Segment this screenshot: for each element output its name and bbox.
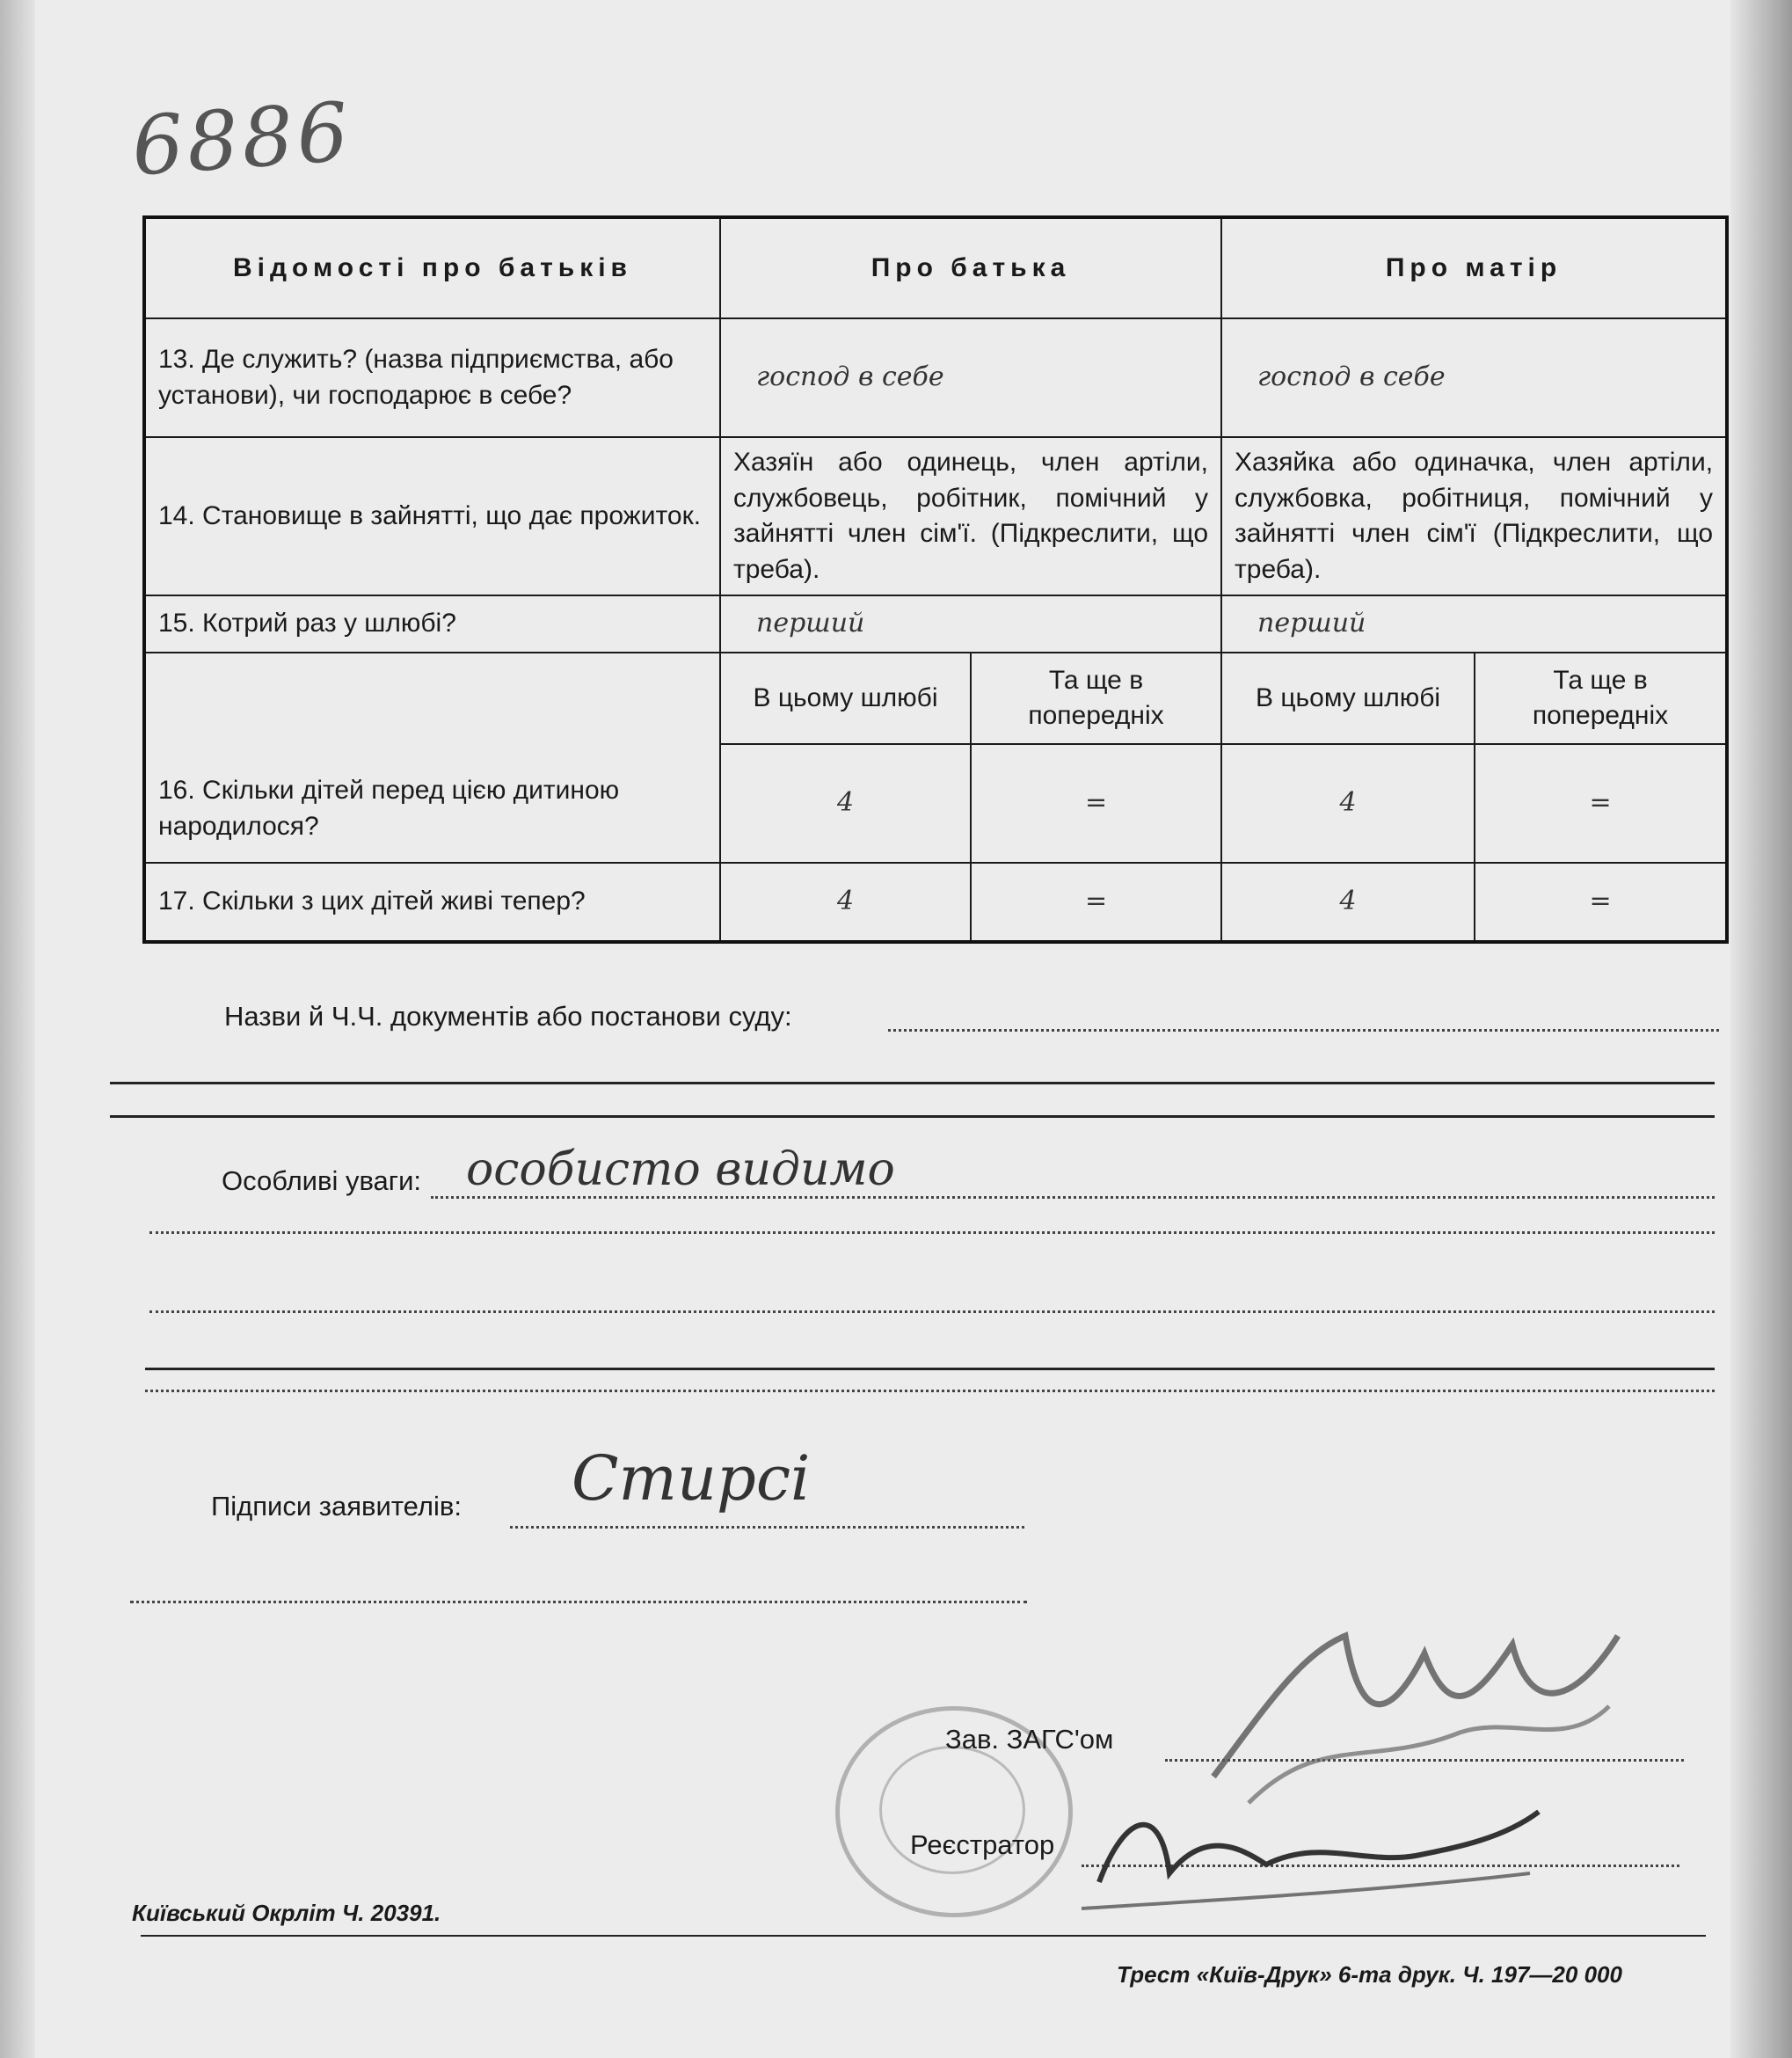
mother-previous-header: Та ще в попередніх — [1475, 653, 1727, 744]
header-father: Про батька — [720, 217, 1221, 318]
remarks-value: особисто видимо — [466, 1143, 895, 1196]
q17-father-prev: = — [971, 863, 1221, 942]
remarks-line-5 — [145, 1368, 1715, 1370]
row-q16-subheader — [144, 653, 1727, 744]
q15-father-answer: перший — [720, 595, 1221, 653]
header-parents-info: Відомості про батьків — [144, 217, 720, 318]
parents-info-table — [142, 215, 1729, 944]
row-q17 — [144, 863, 1727, 942]
q14-father-options: Хазяїн або одинець, член артіли, службовець, робітник, помічний у зайнятті член сім'ї. (Підкреслити, що треба). — [720, 437, 1221, 595]
q17-father-this: 4 — [720, 863, 971, 942]
q16-mother-this: 4 — [1221, 744, 1475, 863]
q16-father-prev: = — [971, 744, 1221, 863]
documents-line-3 — [110, 1115, 1715, 1118]
father-this-marriage-header: В цьому шлюбі — [720, 653, 971, 744]
registrar-signature — [1064, 1777, 1556, 1917]
footer-rule — [141, 1935, 1706, 1937]
applicants-line-2 — [130, 1601, 1027, 1603]
q13-label: 13. Де служить? (назва підприємства, або установи), чи господарює в себе? — [144, 318, 720, 437]
q15-label: 15. Котрий раз у шлюбі? — [144, 595, 720, 653]
q16-father-this: 4 — [720, 744, 971, 863]
applicant-signature: Стирсі — [572, 1442, 811, 1514]
remarks-label: Особливі уваги: — [222, 1165, 422, 1196]
applicants-line — [510, 1526, 1024, 1529]
header-mother: Про матір — [1221, 217, 1727, 318]
documents-line — [888, 1029, 1719, 1032]
q16-label: 16. Скільки дітей перед цією дитиною народилося? — [144, 653, 720, 863]
father-previous-header: Та ще в попередніх — [971, 653, 1221, 744]
q17-label: 17. Скільки з цих дітей живі тепер? — [144, 863, 720, 942]
footer-right: Трест «Київ-Друк» 6-та друк. Ч. 197—20 000 — [1117, 1961, 1622, 1988]
row-q13 — [144, 318, 1727, 437]
q13-father-answer: господ в себе — [720, 318, 1221, 437]
q17-mother-this: 4 — [1221, 863, 1475, 942]
mother-this-marriage-header: В цьому шлюбі — [1221, 653, 1475, 744]
applicants-label: Підписи заявителів: — [211, 1491, 462, 1522]
archive-number: 6886 — [128, 84, 355, 194]
q15-mother-answer: перший — [1221, 595, 1727, 653]
documents-label: Назви й Ч.Ч. документів або постанови суду: — [224, 1001, 792, 1032]
q14-label: 14. Становище в зайнятті, що дає прожиток. — [144, 437, 720, 595]
q16-mother-prev: = — [1475, 744, 1727, 863]
head-label: Зав. ЗАГС'ом — [945, 1724, 1114, 1755]
footer-left: Київський Окрліт Ч. 20391. — [132, 1900, 441, 1926]
registrar-label: Реєстратор — [910, 1829, 1055, 1860]
remarks-line — [431, 1196, 1715, 1199]
remarks-line-4 — [145, 1390, 1715, 1392]
q14-mother-options: Хазяйка або одиначка, член артіли, службовка, робітниця, помічний у зайнятті член сім'ї (Підкреслити, що треба). — [1221, 437, 1727, 595]
remarks-line-3 — [149, 1310, 1715, 1313]
row-q15 — [144, 595, 1727, 653]
q13-mother-answer: господ в себе — [1221, 318, 1727, 437]
q17-mother-prev: = — [1475, 863, 1727, 942]
documents-line-2 — [110, 1082, 1715, 1084]
table-header-row — [144, 217, 1727, 318]
remarks-line-2 — [149, 1231, 1715, 1234]
row-q14 — [144, 437, 1727, 595]
